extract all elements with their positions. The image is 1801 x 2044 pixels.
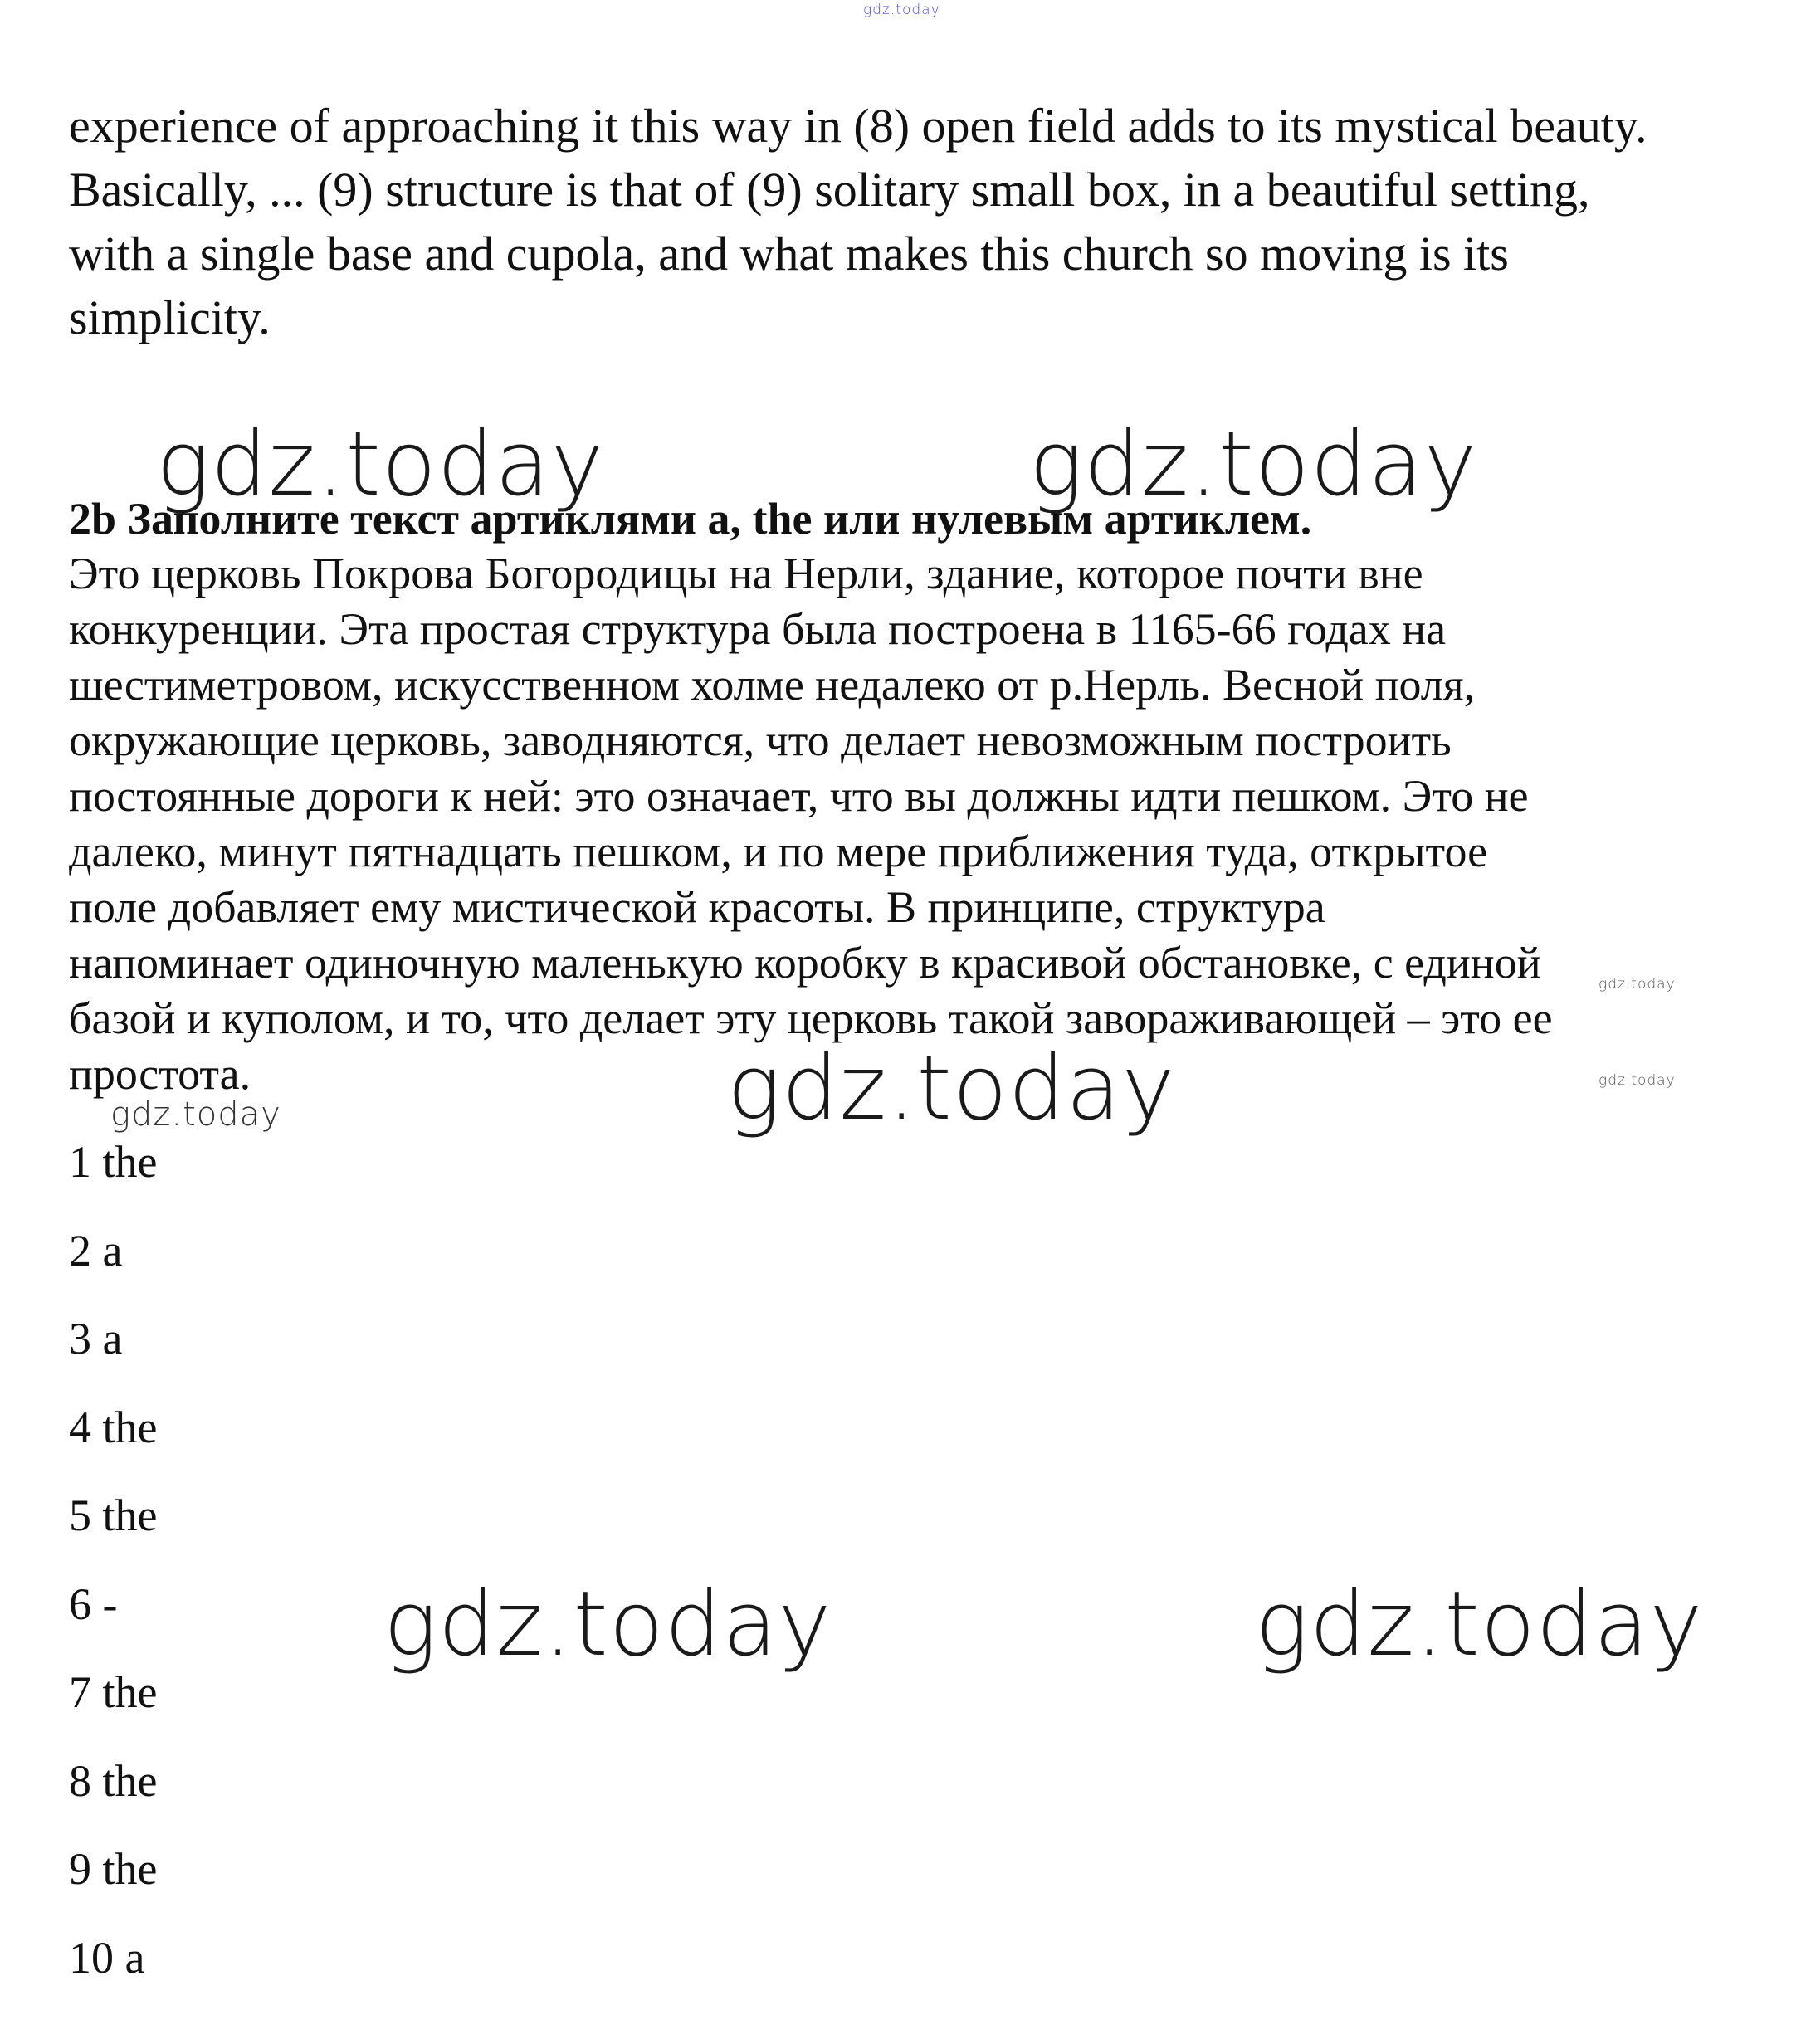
intro-paragraph xyxy=(69,94,1647,349)
answer-item: 10 a xyxy=(69,1932,145,1983)
watermark: gdz.today xyxy=(1029,412,1478,516)
intro-line: simplicity. xyxy=(69,290,271,344)
watermark: gdz.today xyxy=(110,1095,281,1134)
translation-line: поле добавляет ему мистической красоты. В принципе, структура xyxy=(69,882,1325,932)
translation-paragraph xyxy=(69,546,1553,1102)
translation-line: Это церковь Покрова Богородицы на Нерли, здание, которое почти вне xyxy=(69,549,1423,598)
task-heading: 2b Заполните текст артиклями a, the или нулевым артиклем. xyxy=(69,494,1312,544)
intro-line: Basically, ... (9) structure is that of (9) solitary small box, in a beautiful setting, xyxy=(69,163,1590,217)
answer-item: 9 the xyxy=(69,1844,158,1894)
translation-line: далеко, минут пятнадцать пешком, и по мере приближения туда, открытое xyxy=(69,827,1488,876)
answer-item: 2 a xyxy=(69,1225,123,1276)
answer-item: 3 a xyxy=(69,1314,123,1363)
header-watermark: gdz.today xyxy=(863,2,940,18)
intro-line: experience of approaching it this way in (8) open field adds to its mystical beauty. xyxy=(69,99,1647,153)
translation-line: базой и куполом, и то, что делает эту церковь такой завораживающей – это ее xyxy=(69,993,1553,1043)
watermark: gdz.today xyxy=(1598,1072,1676,1089)
answer-item: 6 - xyxy=(69,1578,118,1629)
answer-item: 1 the xyxy=(69,1137,158,1187)
intro-line: with a single base and cupola, and what makes this church so moving is its xyxy=(69,227,1509,281)
answer-item: 8 the xyxy=(69,1755,158,1806)
translation-line: конкуренции. Эта простая структура была построена в 1165-66 годах на xyxy=(69,604,1447,654)
translation-line: окружающие церковь, заводняются, что делает невозможным построить xyxy=(69,715,1452,765)
answer-list xyxy=(69,1133,157,2017)
translation-line: шестиметровом, искусственном холме недалеко от р.Нерль. Весной поля, xyxy=(69,660,1476,710)
answer-item: 4 the xyxy=(69,1402,158,1452)
answer-item: 7 the xyxy=(69,1667,158,1717)
watermark: gdz.today xyxy=(383,1573,832,1676)
translation-line: простота. xyxy=(69,1049,251,1099)
answer-item: 5 the xyxy=(69,1490,158,1540)
watermark: gdz.today xyxy=(727,1037,1176,1140)
translation-line: постоянные дороги к ней: это означает, что вы должны идти пешком. Это не xyxy=(69,771,1529,821)
watermark: gdz.today xyxy=(1255,1573,1704,1676)
watermark: gdz.today xyxy=(156,412,605,516)
translation-line: напоминает одиночную маленькую коробку в красивой обстановке, с единой xyxy=(69,938,1541,988)
watermark: gdz.today xyxy=(1598,976,1676,993)
